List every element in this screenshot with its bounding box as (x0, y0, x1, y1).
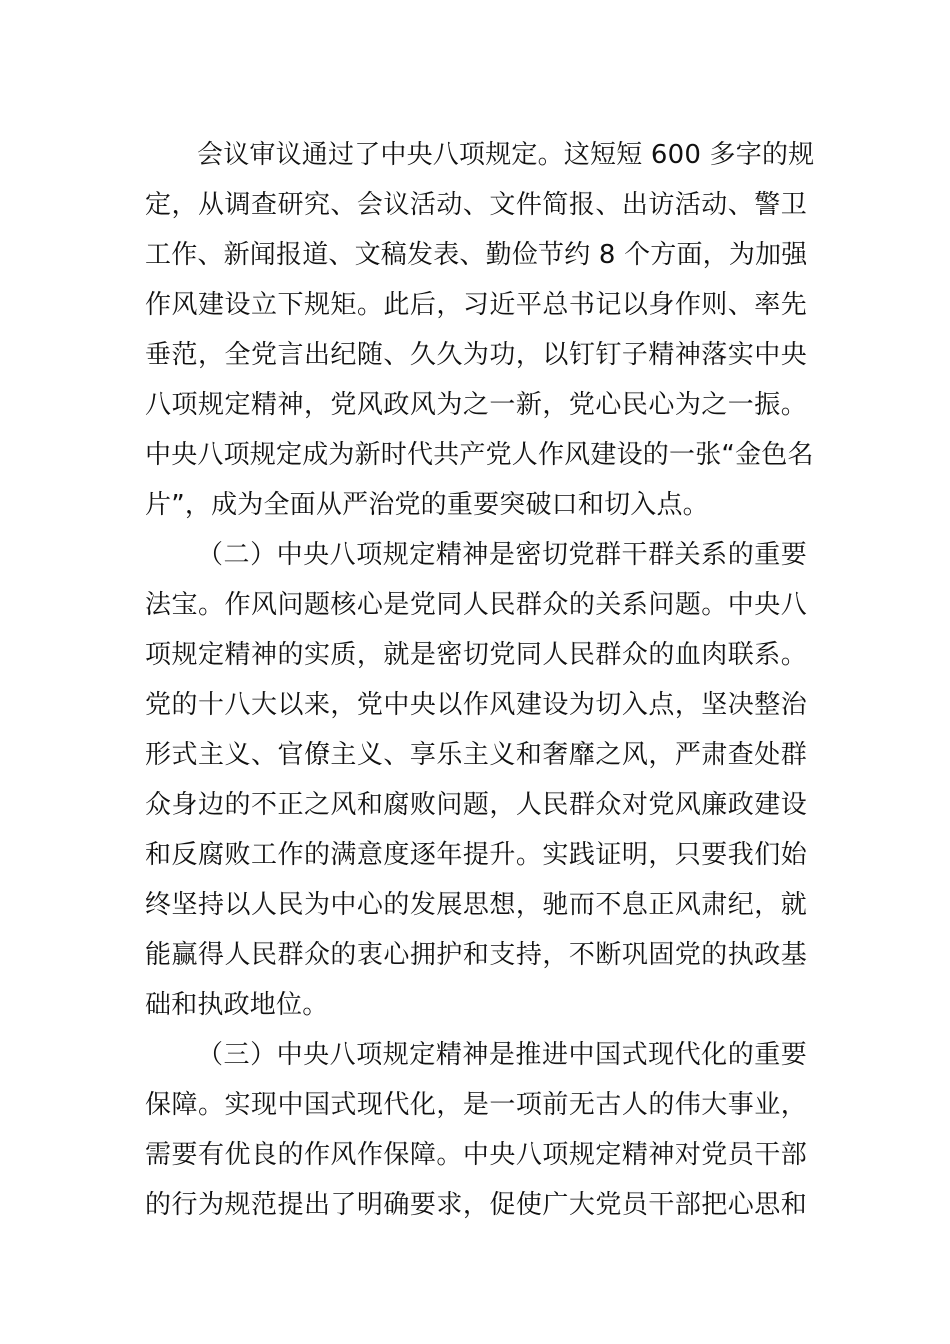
text-line: 和反腐败工作的满意度逐年提升。实践证明，只要我们始 (145, 840, 807, 870)
text-line: 项规定精神的实质，就是密切党同人民群众的血肉联系。 (145, 640, 807, 670)
text-line: 的行为规范提出了明确要求，促使广大党员干部把心思和 (145, 1190, 807, 1220)
text-line: 众身边的不正之风和腐败问题，人民群众对党风廉政建设 (145, 790, 807, 820)
text-line: 需要有优良的作风作保障。中央八项规定精神对党员干部 (145, 1140, 807, 1170)
section-heading-line: （三）中央八项规定精神是推进中国式现代化的重要 (197, 1040, 807, 1070)
text-line: 党的十八大以来，党中央以作风建设为切入点，坚决整治 (145, 690, 807, 720)
text-line: 垂范，全党言出纪随、久久为功，以钉钉子精神落实中央 (145, 340, 807, 370)
section-heading-line: （二）中央八项规定精神是密切党群干群关系的重要 (197, 540, 807, 570)
text-line: 终坚持以人民为中心的发展思想，驰而不息正风肃纪，就 (145, 890, 807, 920)
paragraph-3 (145, 1030, 807, 1230)
text-line: 片”，成为全面从严治党的重要突破口和切入点。 (145, 490, 709, 520)
text-line: 础和执政地位。 (145, 990, 329, 1020)
text-line: 会议审议通过了中央八项规定。这短短 600 多字的规 (197, 140, 815, 170)
paragraph-1 (145, 130, 815, 530)
text-line: 中央八项规定成为新时代共产党人作风建设的一张“金色名 (145, 440, 814, 470)
document-page (145, 130, 815, 1230)
paragraph-2 (145, 530, 807, 1030)
text-line: 作风建设立下规矩。此后，习近平总书记以身作则、率先 (145, 290, 807, 320)
text-line: 定，从调查研究、会议活动、文件简报、出访活动、警卫 (145, 190, 807, 220)
text-line: 工作、新闻报道、文稿发表、勤俭节约 8 个方面，为加强 (145, 240, 808, 270)
text-line: 法宝。作风问题核心是党同人民群众的关系问题。中央八 (145, 590, 807, 620)
text-line: 能赢得人民群众的衷心拥护和支持，不断巩固党的执政基 (145, 940, 807, 970)
text-line: 形式主义、官僚主义、享乐主义和奢靡之风，严肃查处群 (145, 740, 807, 770)
text-line: 八项规定精神，党风政风为之一新，党心民心为之一振。 (145, 390, 807, 420)
text-line: 保障。实现中国式现代化，是一项前无古人的伟大事业， (145, 1090, 807, 1120)
